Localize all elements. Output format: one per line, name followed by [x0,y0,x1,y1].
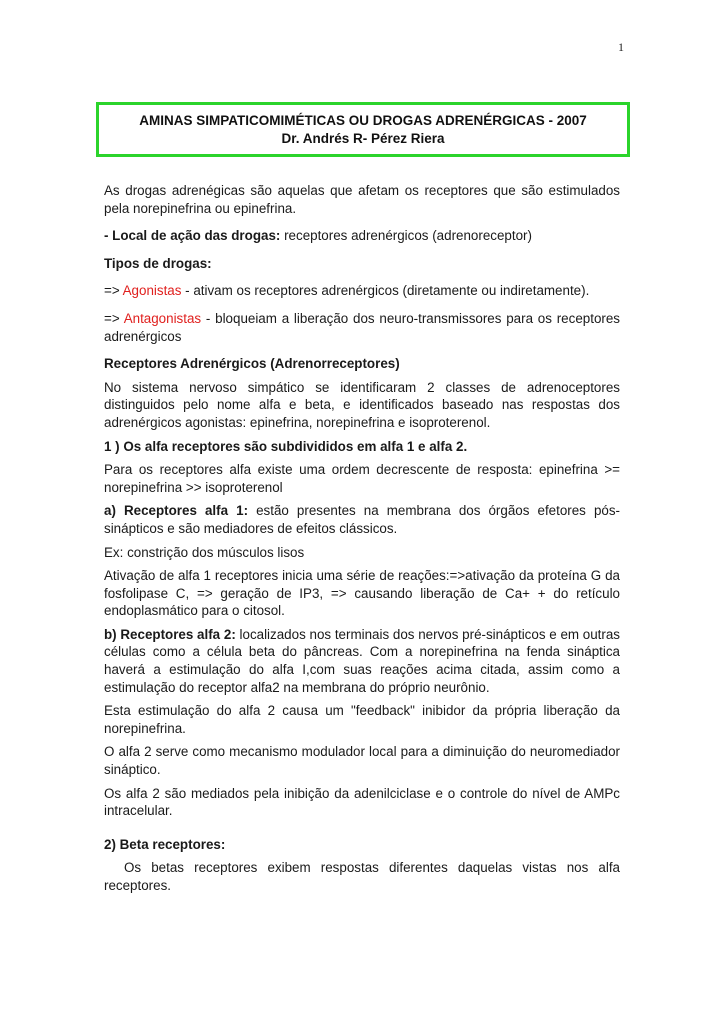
title-box [96,102,630,157]
beta-heading-text: 2) Beta receptores: [104,836,226,852]
document-author: Dr. Andrés R- Pérez Riera [281,130,445,146]
receptores-heading-text: Receptores Adrenérgicos (Adrenorreceptores) [104,356,400,372]
alfa2-feedback: Esta estimulação do alfa 2 causa um "feedback" inibidor da própria liberação da norepinefrina. [104,703,620,736]
alfa2-label: b) Receptores alfa 2: [104,626,236,642]
agonist-paragraph [104,282,620,300]
agonist-term: Agonistas [122,283,182,299]
alfa-order-paragraph: Para os receptores alfa existe uma ordem decrescente de resposta: epinefrina >= norepinefrina >> isoproterenol [104,462,620,495]
alfa2-modulator: O alfa 2 serve como mecanismo modulador local para a diminuição do neuromediador sináptico. [104,744,620,778]
agonist-text: - ativam os receptores adrenérgicos (diretamente ou indiretamente). [181,283,590,299]
document-body [104,182,620,905]
beta-heading [104,836,620,854]
document-title: AMINAS SIMPATICOMIMÉTICAS OU DROGAS ADRENÉRGICAS - 2007 [139,112,587,128]
antagonist-paragraph [104,310,620,345]
local-text: receptores adrenérgicos (adrenoreceptor) [280,228,532,244]
beta-paragraph: Os betas receptores exibem respostas diferentes daquelas vistas nos alfa receptores. [104,860,620,893]
page-number: 1 [618,40,624,54]
local-paragraph [104,227,620,245]
tipos-heading-text: Tipos de drogas: [104,255,212,271]
alfa-heading [104,438,620,456]
alfa1-paragraph [104,502,620,537]
alfa2-paragraph [104,626,620,696]
alfa2-mediated: Os alfa 2 são mediados pela inibição da adenilciclase e o controle do nível de AMPc intracelular. [104,785,620,819]
alfa1-activation: Ativação de alfa 1 receptores inicia uma série de reações:=>ativação da proteína G da fosfolipase C, => geração de IP3, => causando liberação de Ca+ + do retículo endoplasmático para o citosol. [104,568,620,619]
local-label: - Local de ação das drogas: [104,228,281,244]
intro-paragraph: As drogas adrenégicas são aquelas que afetam os receptores que são estimulados pela norepinefrina ou epinefrina. [104,183,620,216]
antagonist-prefix: => [104,310,124,326]
receptores-heading [104,355,620,373]
receptores-paragraph: No sistema nervoso simpático se identificaram 2 classes de adrenoceptores distinguidos pelo nome alfa e beta, e identificados baseado nas respostas dos adrenérgicos agonistas: epinefrina, norepinefrina e isoproterenol. [104,379,620,430]
agonist-prefix: => [104,283,123,299]
alfa-heading-text: 1 ) Os alfa receptores são subdivididos em alfa 1 e alfa 2. [104,438,468,454]
alfa2-text: localizados nos terminais dos nervos pré-sinápticos e em outras células como a célula beta do pâncreas. Com a norepinefrina na fenda sináptica haverá a estimulação do alfa I,com suas reações acima citada, assim como a estimulação do receptor alfa2 na membrana do próprio neurônio. [104,626,621,695]
antagonist-text: - bloqueiam a liberação dos neuro-transmissores para os receptores adrenérgicos [104,310,620,344]
alfa1-label: a) Receptores alfa 1: [104,503,249,519]
alfa1-text: estão presentes na membrana dos órgãos efetores pós-sinápticos e são mediadores de efeitos clássicos. [104,503,620,536]
antagonist-term: Antagonistas [123,310,202,326]
alfa1-example: Ex: constrição dos músculos lisos [104,544,305,560]
tipos-heading [104,255,620,273]
